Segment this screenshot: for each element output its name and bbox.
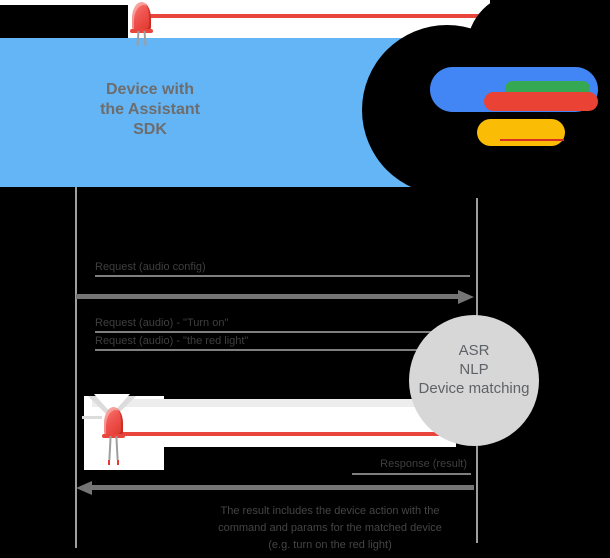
message-line bbox=[95, 275, 470, 277]
logo-yellow-accent-line bbox=[500, 139, 564, 141]
caption-line: (e.g. turn on the red light) bbox=[268, 539, 392, 551]
led-icon bbox=[132, 2, 151, 32]
led-signal-line-top bbox=[149, 14, 488, 18]
led-signal-backdrop bbox=[92, 399, 456, 447]
led-icon bbox=[104, 407, 123, 437]
diagram-caption bbox=[120, 503, 540, 554]
processing-line: Device matching bbox=[418, 380, 530, 397]
led-leg-tip bbox=[108, 460, 110, 465]
request-arrowhead-icon bbox=[458, 290, 474, 304]
device-box-label-line: Device with bbox=[105, 81, 195, 98]
device-box-label-line: SDK bbox=[133, 121, 167, 138]
processing-circle-label bbox=[409, 341, 539, 398]
led-rim bbox=[130, 29, 153, 33]
processing-line: NLP bbox=[459, 361, 489, 378]
response-arrow bbox=[92, 485, 474, 490]
message-label-response: Response (result) bbox=[380, 458, 467, 470]
message-line bbox=[95, 331, 432, 333]
logo-red-bar bbox=[484, 92, 598, 111]
message-label-request-config: Request (audio config) bbox=[95, 261, 206, 273]
processing-line: ASR bbox=[458, 342, 490, 359]
led-bulb bbox=[132, 2, 151, 32]
message-line bbox=[352, 473, 471, 475]
led-rim bbox=[102, 434, 125, 438]
device-box-label bbox=[0, 80, 300, 140]
glow-burst-icon bbox=[82, 416, 102, 419]
led-leg-tip bbox=[117, 460, 119, 465]
response-arrowhead-icon bbox=[76, 481, 92, 495]
message-label-request-audio-1: Request (audio) - "Turn on" bbox=[95, 317, 229, 329]
request-arrow bbox=[76, 294, 460, 299]
logo-yellow-bar bbox=[477, 119, 565, 146]
message-label-request-audio-2: Request (audio) - "the red light" bbox=[95, 335, 249, 347]
device-box-label-line: the Assistant bbox=[100, 101, 200, 118]
caption-line: The result includes the device action with the bbox=[220, 505, 440, 517]
led-bulb bbox=[104, 407, 123, 437]
led-signal-line-mid bbox=[120, 432, 442, 436]
message-line bbox=[95, 349, 420, 351]
caption-line: command and params for the matched device bbox=[218, 522, 442, 534]
